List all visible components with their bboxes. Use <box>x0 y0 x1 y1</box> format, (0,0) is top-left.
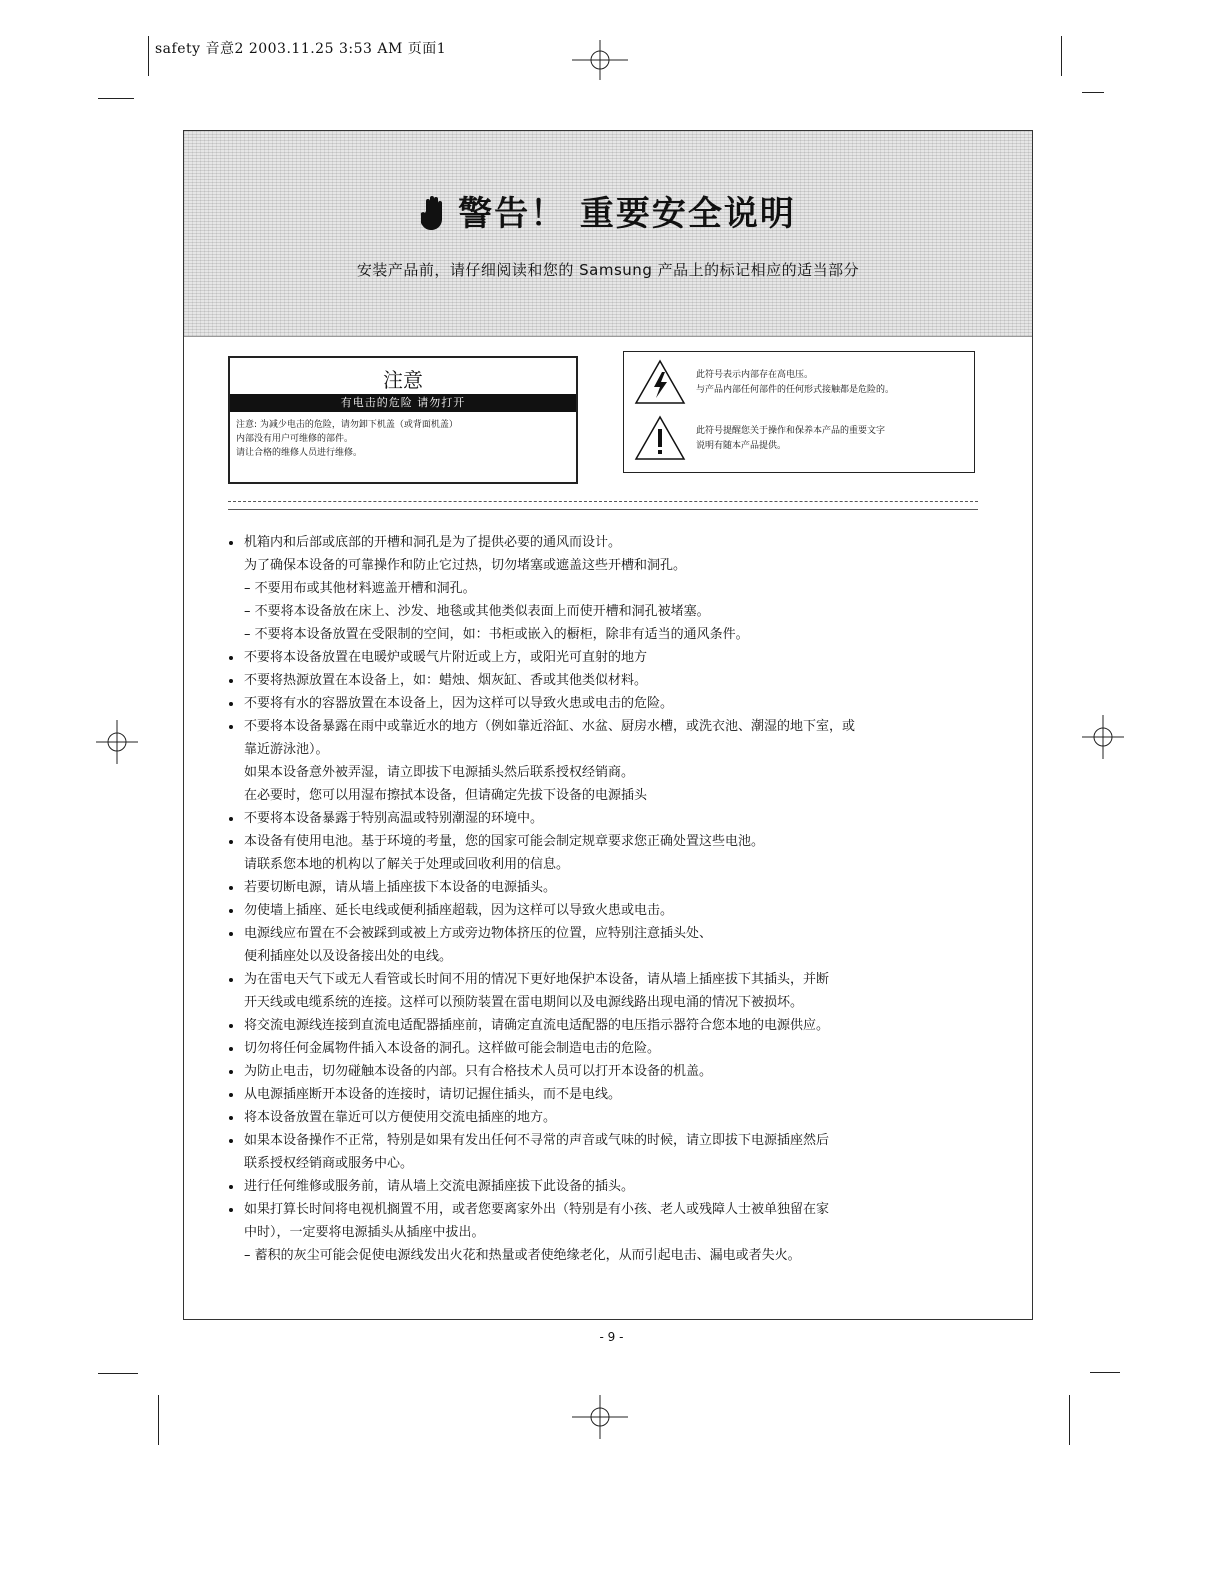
list-item-continuation: – 不要将本设备放置在受限制的空间，如：书柜或嵌入的橱柜，除非有适当的通风条件。 <box>244 627 749 642</box>
crop-mark <box>158 1395 159 1445</box>
list-item: 为在雷电天气下或无人看管或长时间不用的情况下更好地保护本设备，请从墙上插座拔下其插头，并断 <box>224 968 1024 991</box>
list-item: 如果打算长时间将电视机搁置不用，或者您要离家外出（特别是有小孩、老人或残障人士被单独留在家 <box>224 1198 1024 1221</box>
symbol-line: 此符号表示内部存在高电压。 <box>696 370 814 380</box>
crop-mark <box>1069 1395 1070 1445</box>
banner-title-text: 警告！ 重要安全说明 <box>458 194 796 234</box>
list-item-continuation: 靠近游泳池）。 <box>244 742 329 757</box>
banner-subtitle: 安装产品前，请仔细阅读和您的 Samsung 产品上的标记相应的适当部分 <box>356 261 860 279</box>
page-number: - 9 - <box>599 1330 624 1344</box>
caution-line: 注意: 为减少电击的危险，请勿卸下机盖（或背面机盖） <box>236 420 458 430</box>
list-item: 从电源插座断开本设备的连接时，请切记握住插头，而不是电线。 <box>224 1083 1024 1106</box>
list-item-continuation: – 蓄积的灰尘可能会促使电源线发出火花和热量或者使绝缘老化，从而引起电击、漏电或者失火。 <box>244 1248 801 1263</box>
list-item: 如果本设备操作不正常，特别是如果有发出任何不寻常的声音或气味的时候，请立即拔下电源插座然后 <box>224 1129 1024 1152</box>
list-item: 不要将有水的容器放置在本设备上，因为这样可以导致火患或电击的危险。 <box>224 692 1024 715</box>
symbol-legend <box>623 351 975 473</box>
list-item: 若要切断电源，请从墙上插座拔下本设备的电源插头。 <box>224 876 1024 899</box>
list-item: 机箱内和后部或底部的开槽和洞孔是为了提供必要的通风而设计。 <box>224 531 1024 554</box>
lightning-symbol-text <box>696 368 894 398</box>
list-item-continuation: 中时），一定要将电源插头从插座中拔出。 <box>244 1225 485 1240</box>
list-item-continuation: 请联系您本地的机构以了解关于处理或回收利用的信息。 <box>244 857 570 872</box>
separator-line <box>228 501 978 502</box>
list-item: 不要将本设备暴露于特别高温或特别潮湿的环境中。 <box>224 807 1024 830</box>
list-item: 不要将热源放置在本设备上，如：蜡烛、烟灰缸、香或其他类似材料。 <box>224 669 1024 692</box>
page-frame <box>183 130 1033 1320</box>
safety-instructions <box>224 531 1024 1267</box>
caution-line: 内部没有用户可维修的部件。 <box>236 434 354 444</box>
caution-body <box>230 412 576 460</box>
print-header: safety 音意2 2003.11.25 3:53 AM 页面1 <box>155 41 447 57</box>
list-item-continuation: – 不要将本设备放在床上、沙发、地毯或其他类似表面上而使开槽和洞孔被堵塞。 <box>244 604 710 619</box>
list-item: 勿使墙上插座、延长电线或便利插座超载，因为这样可以导致火患或电击。 <box>224 899 1024 922</box>
list-item: 切勿将任何金属物件插入本设备的洞孔。这样做可能会制造电击的危险。 <box>224 1037 1024 1060</box>
list-item: 不要将本设备放置在电暖炉或暖气片附近或上方，或阳光可直射的地方 <box>224 646 1024 669</box>
list-item: 为防止电击，切勿碰触本设备的内部。只有合格技术人员可以打开本设备的机盖。 <box>224 1060 1024 1083</box>
symbol-line: 说明有随本产品提供。 <box>696 441 787 451</box>
crop-mark <box>1082 92 1104 93</box>
list-item-continuation: 联系授权经销商或服务中心。 <box>244 1156 414 1171</box>
caution-label <box>228 356 578 484</box>
separator-line <box>228 509 978 510</box>
list-item-continuation: 在必要时，您可以用湿布擦拭本设备，但请确定先拔下设备的电源插头 <box>244 788 648 803</box>
lightning-warning-icon <box>634 358 686 406</box>
registration-mark-icon <box>572 40 628 80</box>
list-item: 将本设备放置在靠近可以方便使用交流电插座的地方。 <box>224 1106 1024 1129</box>
list-item-continuation: 便利插座处以及设备接出处的电线。 <box>244 949 453 964</box>
list-item: 本设备有使用电池。基于环境的考量，您的国家可能会制定规章要求您正确处置这些电池。 <box>224 830 1024 853</box>
caution-title: 注意 <box>383 368 423 392</box>
registration-mark-icon <box>1082 715 1124 759</box>
crop-mark <box>1090 1372 1120 1373</box>
exclamation-warning-icon <box>634 414 686 462</box>
symbol-line: 此符号提醒您关于操作和保养本产品的重要文字 <box>696 426 886 436</box>
warning-banner <box>184 131 1032 337</box>
list-item: 进行任何维修或服务前，请从墙上交流电源插座拔下此设备的插头。 <box>224 1175 1024 1198</box>
registration-mark-icon <box>96 720 138 764</box>
banner-title <box>184 186 1032 235</box>
list-item: 将交流电源线连接到直流电适配器插座前，请确定直流电适配器的电压指示器符合您本地的电源供应。 <box>224 1014 1024 1037</box>
crop-mark <box>98 1373 138 1374</box>
list-item-continuation: 开天线或电缆系统的连接。这样可以预防装置在雷电期间以及电源线路出现电涌的情况下被损坏。 <box>244 995 804 1010</box>
hand-icon <box>420 195 448 231</box>
list-item: 电源线应布置在不会被踩到或被上方或旁边物体挤压的位置，应特别注意插头处、 <box>224 922 1024 945</box>
list-item-continuation: – 不要用布或其他材料遮盖开槽和洞孔。 <box>244 581 476 596</box>
exclamation-symbol-text <box>696 424 885 454</box>
crop-mark <box>98 98 134 99</box>
caution-bar: 有电击的危险 请勿打开 <box>230 394 576 412</box>
list-item-continuation: 如果本设备意外被弄湿，请立即拔下电源插头然后联系授权经销商。 <box>244 765 635 780</box>
list-item-continuation: 为了确保本设备的可靠操作和防止它过热，切勿堵塞或遮盖这些开槽和洞孔。 <box>244 558 687 573</box>
crop-mark <box>1061 36 1062 76</box>
crop-mark <box>148 36 149 76</box>
caution-line: 请让合格的维修人员进行维修。 <box>236 448 363 458</box>
list-item: 不要将本设备暴露在雨中或靠近水的地方（例如靠近浴缸、水盆、厨房水槽，或洗衣池、潮湿的地下室，或 <box>224 715 1024 738</box>
registration-mark-icon <box>572 1395 628 1439</box>
symbol-line: 与产品内部任何部件的任何形式接触都是危险的。 <box>696 385 895 395</box>
